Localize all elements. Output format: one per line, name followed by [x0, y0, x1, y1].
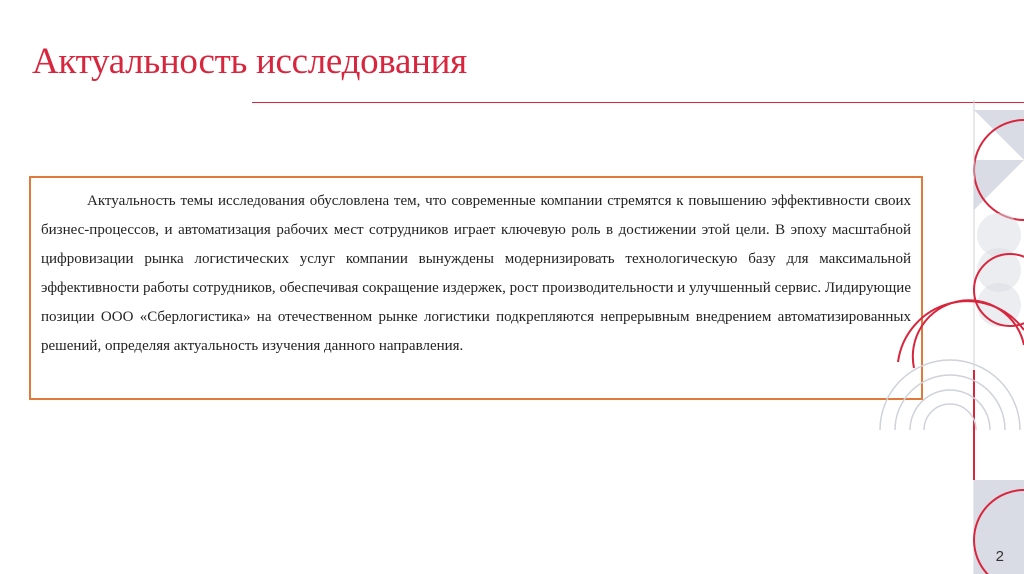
- decorative-pattern: [870, 100, 1024, 574]
- gray-triangle-shape: [974, 110, 1024, 160]
- slide-title: Актуальность исследования: [32, 41, 467, 82]
- gray-arc-shape: [880, 360, 1020, 430]
- body-paragraph: Актуальность темы исследования обусловлена тем, что современные компании стремятся к повышению эффективности своих бизнес-процессов, и автоматизация рабочих мест сотрудников играет ключевую роль в достижении этой цели. В эпоху масштабной цифровизации рынка логистических услуг компании вынуждены модернизировать технологическую базу для максимальной эффективности работы сотрудников, обеспечивая сокращение издержек, рост производительности и улучшенный сервис. Лидирующие позиции ООО «Сберлогистика» на отечественном рынке логистики подкрепляются непрерывным внедрением автоматизированных решений, определяя актуальность изучения данного направления.: [41, 193, 911, 354]
- gray-arc-shape: [910, 390, 990, 430]
- text-box: [29, 176, 923, 400]
- page-number: 2: [995, 548, 1004, 565]
- gray-triangle-shape: [974, 160, 1024, 210]
- gray-arc-shape: [924, 404, 976, 430]
